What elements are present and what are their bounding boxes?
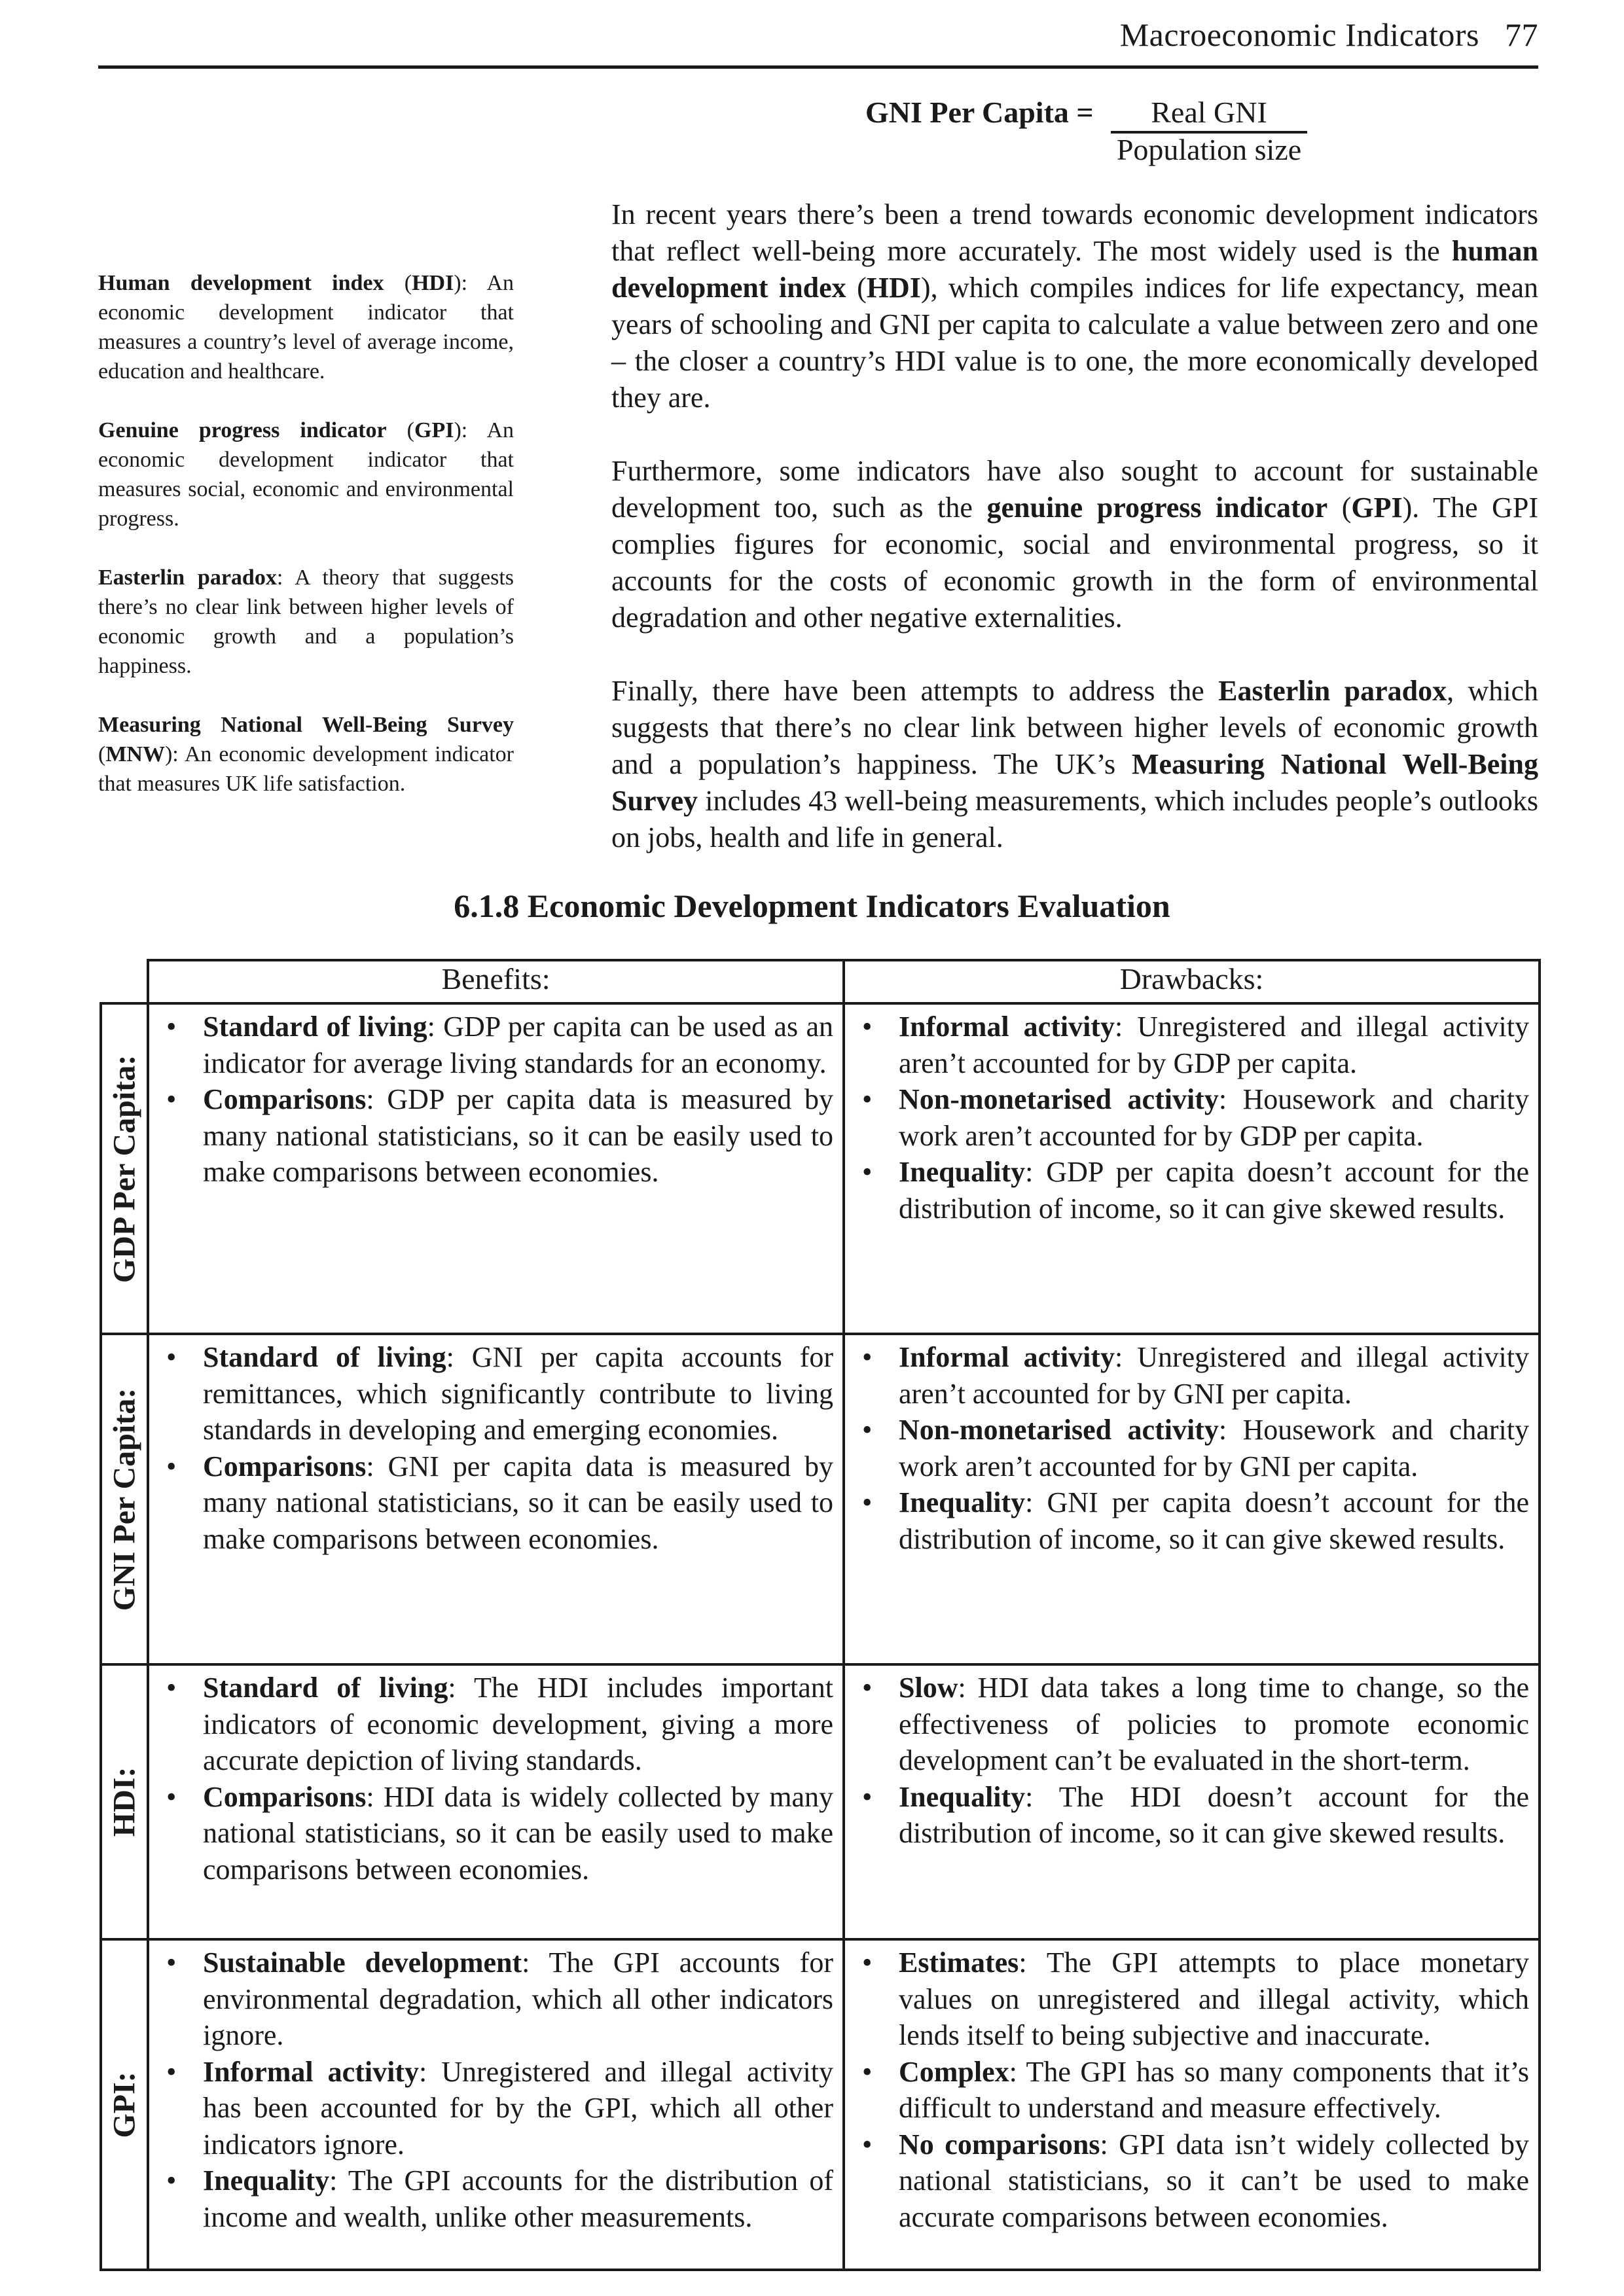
benefits-list <box>158 1945 833 2235</box>
drawbacks-list <box>854 1670 1529 1852</box>
glossary-term: Human development index <box>98 271 384 295</box>
text-run: includes 43 well-being measurements, which includes people’s outlooks on jobs, health and life in general. <box>611 785 1538 853</box>
gni-per-capita-formula <box>865 92 1324 170</box>
row-label-cell <box>101 1939 148 2270</box>
column-header-drawbacks: Drawbacks: <box>844 960 1540 1003</box>
bullet-item <box>158 1779 833 1888</box>
bullet-item <box>854 1670 1529 1779</box>
table-row <box>101 1334 1540 1664</box>
row-label: GDP Per Capita: <box>107 1054 142 1283</box>
glossary-abbr: HDI <box>412 271 454 295</box>
table-header-row <box>101 960 1540 1003</box>
glossary-term: Easterlin paradox <box>98 565 277 590</box>
row-label-cell <box>101 1003 148 1334</box>
bullet-text: : The GPI has so many components that it’s difficult to understand and measure effectively. <box>899 2055 1529 2124</box>
bullet-item <box>854 1081 1529 1154</box>
glossary-entry: Measuring National Well-Being Survey (MNW): An economic development indicator that measures UK life satisfaction. <box>98 713 514 796</box>
bullet-item <box>854 1339 1529 1412</box>
bullet-text: : The HDI includes important indicators of economic development, giving a more accurate depiction of living standards. <box>203 1672 833 1776</box>
bullet-text: : GDP per capita data is measured by many national statisticians, so it can be easily used to make comparisons between economies. <box>203 1083 833 1188</box>
table-corner <box>101 960 148 1003</box>
bullet-text: : HDI data is widely collected by many national statisticians, so it can be easily used to make comparisons between economies. <box>203 1780 833 1886</box>
text-run: ), which compiles indices for life expectancy, mean years of schooling and GNI per capita to calculate a value between zero and one – the closer a country’s HDI value is to one, the more economically developed they are. <box>611 272 1538 414</box>
benefits-cell <box>148 1334 844 1664</box>
bullet-item <box>158 1009 833 1081</box>
running-title: Macroeconomic Indicators <box>1119 16 1479 53</box>
glossary-text: An economic development indicator that measures social, economic and environmental progress. <box>98 418 514 531</box>
drawbacks-cell <box>844 1664 1540 1939</box>
glossary-text: An economic development indicator that measures a country’s level of average income, education and healthcare. <box>98 271 514 384</box>
glossary-abbr: MNW <box>105 742 165 766</box>
bold-term: human development index <box>611 235 1538 304</box>
drawbacks-list <box>854 1945 1529 2235</box>
bullet-term: Informal activity <box>899 1341 1115 1373</box>
bullet-text: : Unregistered and illegal activity aren’t accounted for by GDP per capita. <box>899 1011 1529 1079</box>
body-paragraph <box>611 673 1538 856</box>
glossary-entry: Genuine progress indicator (GPI): An economic development indicator that measures social, economic and environmental progress. <box>98 418 514 531</box>
bullet-term: Non-monetarised activity <box>899 1414 1219 1446</box>
bullet-item <box>158 1448 833 1558</box>
bullet-term: Inequality <box>899 1156 1026 1188</box>
glossary-entry: Easterlin paradox: A theory that suggests there’s no clear link between higher levels of economic growth and a population’s happiness. <box>98 565 514 678</box>
benefits-list <box>158 1009 833 1191</box>
bullet-item <box>854 1484 1529 1557</box>
bold-term: GPI <box>1351 492 1403 524</box>
glossary-sidebar <box>98 268 514 828</box>
bullet-term: Comparisons <box>203 1780 367 1813</box>
bullet-term: Slow <box>899 1672 958 1704</box>
column-header-benefits: Benefits: <box>148 960 844 1003</box>
glossary-text: A theory that suggests there’s no clear link between higher levels of economic growth and a population’s happiness. <box>98 565 514 678</box>
bullet-term: Inequality <box>899 1780 1026 1813</box>
page-header <box>98 13 1538 69</box>
bullet-text: : GDP per capita doesn’t account for the distribution of income, so it can give skewed results. <box>899 1156 1529 1225</box>
glossary-term: Genuine progress indicator <box>98 418 387 442</box>
bullet-term: Standard of living <box>203 1672 448 1704</box>
bullet-text: : GNI per capita doesn’t account for the distribution of income, so it can give skewed results. <box>899 1486 1529 1555</box>
table-row <box>101 1939 1540 2270</box>
drawbacks-cell <box>844 1003 1540 1334</box>
formula-lhs: GNI Per Capita = <box>865 96 1094 129</box>
bullet-term: Inequality <box>203 2164 330 2197</box>
bullet-text: : Housework and charity work aren’t accounted for by GDP per capita. <box>899 1083 1529 1152</box>
bold-term: Measuring National Well-Being Survey <box>611 748 1538 817</box>
bullet-item <box>158 2162 833 2235</box>
bullet-term: Sustainable development <box>203 1946 522 1979</box>
bullet-text: : GDP per capita can be used as an indicator for average living standards for an economy. <box>203 1011 833 1079</box>
evaluation-table <box>99 959 1541 2271</box>
benefits-cell <box>148 1664 844 1939</box>
text-run: ( <box>846 272 867 304</box>
bullet-text: : Unregistered and illegal activity has been accounted for by the GPI, which all other indicators ignore. <box>203 2055 833 2161</box>
bullet-item <box>854 1945 1529 2054</box>
benefits-list <box>158 1670 833 1888</box>
bullet-item <box>158 1670 833 1779</box>
bullet-term: Standard of living <box>203 1341 446 1373</box>
drawbacks-cell <box>844 1939 1540 2270</box>
table-row <box>101 1003 1540 1334</box>
bullet-text: : GNI per capita accounts for remittances, which significantly contribute to living standards in developing and emerging economies. <box>203 1341 833 1446</box>
bullet-text: : HDI data takes a long time to change, so the effectiveness of policies to promote economic development can’t be evaluated in the short-term. <box>899 1672 1529 1776</box>
text-run: Finally, there have been attempts to address the <box>611 675 1219 707</box>
body-paragraph <box>611 453 1538 636</box>
bullet-text: : The HDI doesn’t account for the distribution of income, so it can give skewed results. <box>899 1780 1529 1849</box>
formula-numerator: Real GNI <box>1111 95 1307 134</box>
bullet-item <box>854 2126 1529 2236</box>
glossary-term: Measuring National Well-Being Survey <box>98 713 514 737</box>
drawbacks-list <box>854 1339 1529 1557</box>
bullet-term: Comparisons <box>203 1450 367 1482</box>
text-run: Furthermore, some indicators have also sought to account for sustainable development too, such as the <box>611 455 1538 524</box>
bullet-text: : The GPI attempts to place monetary values on unregistered and illegal activity, which lends itself to being subjective and inaccurate. <box>899 1946 1529 2051</box>
section-title: 6.1.8 Economic Development Indicators Evaluation <box>454 888 1170 924</box>
running-header <box>1120 16 1538 54</box>
bullet-term: Standard of living <box>203 1011 427 1043</box>
bullet-item <box>854 1154 1529 1227</box>
page-number: 77 <box>1505 16 1538 53</box>
bullet-term: Informal activity <box>203 2055 419 2088</box>
bullet-item <box>854 1009 1529 1081</box>
row-label: GPI: <box>107 2071 142 2138</box>
row-label: GNI Per Capita: <box>107 1388 142 1611</box>
bullet-term: No comparisons <box>899 2128 1100 2161</box>
row-label: HDI: <box>107 1767 142 1837</box>
bullet-text: : The GPI accounts for environmental degradation, which all other indicators ignore. <box>203 1946 833 2051</box>
bullet-item <box>854 1779 1529 1852</box>
bullet-item <box>158 2054 833 2163</box>
bullet-text: : The GPI accounts for the distribution of income and wealth, unlike other measurements. <box>203 2164 833 2233</box>
bold-term: genuine progress indicator <box>986 492 1328 524</box>
bullet-term: Complex <box>899 2055 1009 2088</box>
bullet-item <box>158 1081 833 1191</box>
bold-term: HDI <box>866 272 921 304</box>
row-label-cell <box>101 1664 148 1939</box>
table-row <box>101 1664 1540 1939</box>
bullet-text: : GNI per capita data is measured by many national statisticians, so it can be easily used to make comparisons between economies. <box>203 1450 833 1555</box>
text-run: , which suggests that there’s no clear link between higher levels of economic growth and a population’s happiness. The UK’s <box>611 675 1539 780</box>
bullet-text: : GPI data isn’t widely collected by national statisticians, so it can’t be used to make accurate comparisons between economies. <box>899 2128 1529 2233</box>
bullet-term: Inequality <box>899 1486 1026 1518</box>
benefits-list <box>158 1339 833 1557</box>
body-paragraph <box>611 196 1538 416</box>
row-label-cell <box>101 1334 148 1664</box>
glossary-text: An economic development indicator that measures UK life satisfaction. <box>98 742 514 796</box>
bullet-term: Estimates <box>899 1946 1019 1979</box>
drawbacks-cell <box>844 1334 1540 1664</box>
formula-denominator: Population size <box>1116 133 1302 166</box>
bullet-text: : Housework and charity work aren’t accounted for by GNI per capita. <box>899 1414 1529 1482</box>
benefits-cell <box>148 1003 844 1334</box>
text-run: ( <box>1327 492 1352 524</box>
bullet-term: Comparisons <box>203 1083 367 1115</box>
bullet-text: : Unregistered and illegal activity aren’t accounted for by GNI per capita. <box>899 1341 1529 1410</box>
text-run: ). The GPI complies figures for economic, social and environmental progress, so it accounts for the costs of economic growth in the form of environmental degradation and other negative externalities. <box>611 492 1538 634</box>
bullet-term: Informal activity <box>899 1011 1115 1043</box>
bullet-item <box>158 1945 833 2054</box>
bullet-item <box>854 1412 1529 1484</box>
main-body-text <box>611 196 1538 893</box>
bold-term: Easterlin paradox <box>1218 675 1447 707</box>
text-run: In recent years there’s been a trend towards economic development indicators that reflect well-being more accurately. The most widely used is the <box>611 198 1538 267</box>
bullet-item <box>854 2054 1529 2126</box>
benefits-cell <box>148 1939 844 2270</box>
glossary-abbr: GPI <box>414 418 454 442</box>
drawbacks-list <box>854 1009 1529 1227</box>
glossary-entry: Human development index (HDI): An economic development indicator that measures a country’s level of average income, education and healthcare. <box>98 271 514 384</box>
bullet-term: Non-monetarised activity <box>899 1083 1219 1115</box>
bullet-item <box>158 1339 833 1448</box>
